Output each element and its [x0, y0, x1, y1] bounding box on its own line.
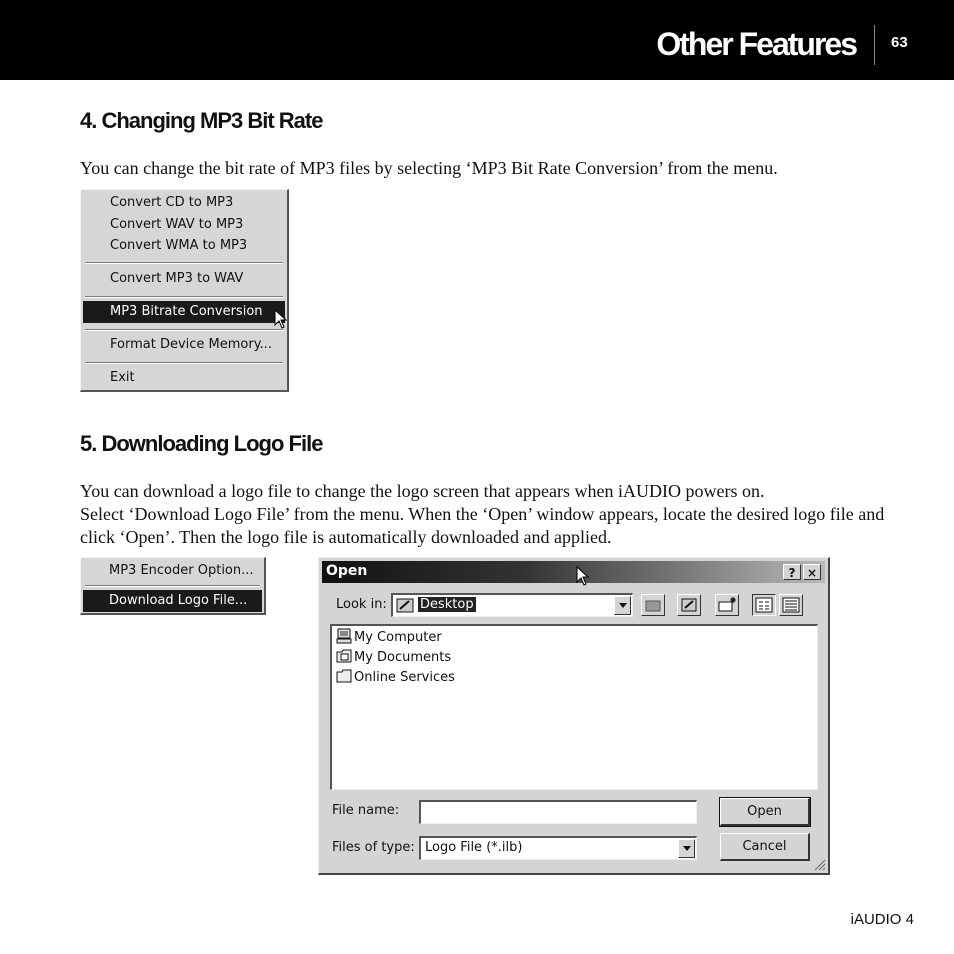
menu-separator [85, 262, 283, 264]
folder-up-icon [642, 595, 664, 615]
menu-separator [85, 362, 283, 364]
chevron-down-icon[interactable] [614, 596, 631, 615]
file-name-input[interactable] [419, 800, 697, 824]
details-view-icon [780, 595, 802, 615]
look-in-dropdown[interactable] [391, 593, 633, 617]
files-of-type-label: Files of type: [332, 840, 415, 855]
look-in-value: Desktop [420, 597, 474, 612]
files-of-type-dropdown[interactable] [419, 836, 697, 860]
details-view-button[interactable] [779, 594, 803, 616]
menu-item-convert-wma-to-mp3[interactable]: Convert WMA to MP3 [110, 238, 248, 253]
menu-item-mp3-bitrate-conversion[interactable]: MP3 Bitrate Conversion [83, 301, 285, 323]
help-button[interactable]: ? [783, 564, 801, 580]
menu-item-mp3-encoder-option[interactable]: MP3 Encoder Option... [109, 563, 254, 578]
options-menu [80, 557, 266, 615]
list-view-icon [753, 595, 775, 615]
menu-item-convert-mp3-to-wav[interactable]: Convert MP3 to WAV [110, 271, 244, 286]
list-view-button[interactable] [752, 594, 776, 616]
open-file-dialog [318, 557, 830, 875]
list-item[interactable]: My Computer [336, 628, 442, 648]
desktop-icon [678, 595, 700, 615]
up-one-level-button[interactable] [641, 594, 665, 616]
look-in-label: Look in: [336, 597, 387, 612]
dialog-titlebar[interactable] [322, 561, 825, 583]
section-5-body-line-3: click ‘Open’. Then the logo file is automatically downloaded and applied. [80, 527, 612, 547]
files-of-type-value: Logo File (*.ilb) [425, 840, 523, 855]
dialog-title: Open [326, 563, 368, 579]
computer-icon [336, 628, 352, 644]
page-header [0, 0, 954, 80]
new-folder-button[interactable] [715, 594, 739, 616]
open-button[interactable]: Open [720, 798, 810, 826]
page-title: Other Features [656, 26, 856, 62]
page-number: 63 [891, 34, 908, 51]
go-to-desktop-button[interactable] [677, 594, 701, 616]
menu-item-convert-wav-to-mp3[interactable]: Convert WAV to MP3 [110, 217, 244, 232]
file-name-label: File name: [332, 803, 400, 818]
list-item[interactable]: Online Services [336, 668, 455, 688]
chevron-down-icon[interactable] [678, 839, 695, 858]
desktop-icon [396, 598, 414, 613]
close-button[interactable]: × [803, 564, 821, 580]
resize-grip-icon[interactable] [814, 859, 826, 871]
menu-item-exit[interactable]: Exit [110, 370, 135, 385]
menu-separator [85, 296, 283, 298]
menu-separator [85, 329, 283, 331]
section-4-body: You can change the bit rate of MP3 files by selecting ‘MP3 Bit Rate Conversion’ from the menu. [80, 158, 778, 178]
list-item[interactable]: My Documents [336, 648, 451, 668]
header-divider [874, 25, 875, 65]
section-5-heading: 5. Downloading Logo File [80, 431, 323, 456]
new-folder-icon [716, 595, 738, 615]
section-5-body-line-1: You can download a logo file to change the logo screen that appears when iAUDIO powers on. [80, 481, 765, 501]
file-list[interactable] [330, 624, 818, 790]
converter-menu [80, 189, 289, 392]
footer-product-name: iAUDIO 4 [850, 911, 914, 928]
menu-item-download-logo-file[interactable]: Download Logo File... [83, 590, 262, 612]
menu-separator [85, 585, 260, 587]
documents-folder-icon [336, 648, 352, 664]
folder-icon [336, 668, 352, 684]
mouse-cursor-icon [274, 309, 288, 329]
section-5-body-line-2: Select ‘Download Logo File’ from the menu. When the ‘Open’ window appears, locate the desired logo file and [80, 504, 885, 524]
section-4-heading: 4. Changing MP3 Bit Rate [80, 108, 323, 133]
menu-item-format-device-memory[interactable]: Format Device Memory... [110, 337, 272, 352]
cancel-button[interactable]: Cancel [720, 833, 810, 861]
mouse-cursor-icon [576, 566, 590, 586]
menu-item-convert-cd-to-mp3[interactable]: Convert CD to MP3 [110, 195, 234, 210]
